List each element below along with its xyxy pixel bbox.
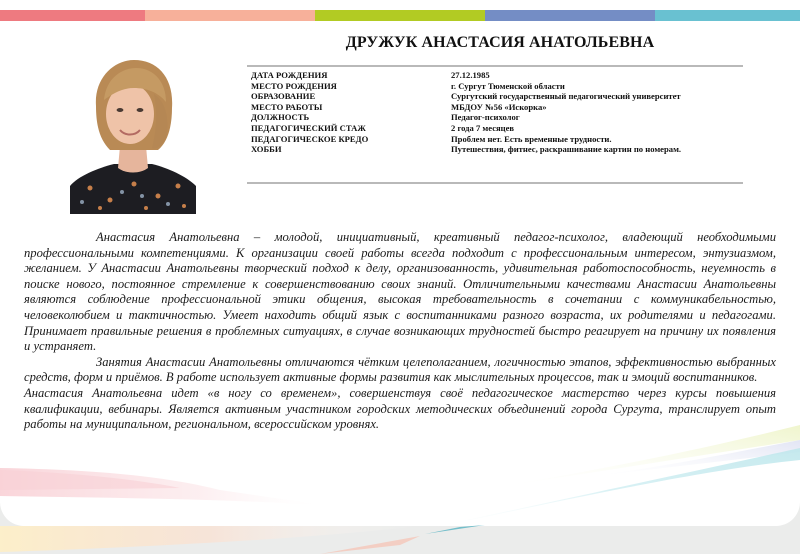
info-label: ПЕДАГОГИЧЕСКОЕ КРЕДО bbox=[251, 133, 369, 144]
info-value: Проблем нет. Есть временные трудности. bbox=[451, 133, 612, 144]
info-row-position bbox=[247, 112, 743, 123]
header-color-bar bbox=[0, 10, 800, 21]
info-label: ПЕДАГОГИЧЕСКИЙ СТАЖ bbox=[251, 122, 366, 133]
info-label: ХОББИ bbox=[251, 144, 282, 155]
color-bar-segment-cyan bbox=[655, 10, 800, 21]
info-label: МЕСТО РАБОТЫ bbox=[251, 101, 323, 112]
info-value: МБДОУ №56 «Искорка» bbox=[451, 101, 547, 112]
info-label: МЕСТО РОЖДЕНИЯ bbox=[251, 80, 337, 91]
info-row-credo bbox=[247, 134, 743, 145]
info-value: Сургутский государственный педагогический университет bbox=[451, 91, 681, 102]
portrait-photo bbox=[70, 54, 196, 214]
info-value: Педагог-психолог bbox=[451, 112, 520, 123]
portrait-illustration bbox=[70, 54, 196, 214]
color-bar-segment-blue bbox=[485, 10, 655, 21]
bio-paragraph: Анастасия Анатольевна идет «в ногу со временем», совершенствуя своё педагогическое мастерство через курсы повышения квалификации, вебинары. Является активным участником городских методических объединений города Сургута, транслирует опыт работы на муниципальном, региональном, всероссийском уровнях. bbox=[24, 385, 776, 432]
info-label: ОБРАЗОВАНИЕ bbox=[251, 91, 316, 102]
color-bar-segment-lime bbox=[315, 10, 485, 21]
bio-paragraph: Занятия Анастасии Анатольевны отличаются чётким целеполаганием, логичностью этапов, эффективностью выбранных средств, форм и приёмов. В работе использует активные формы развития как мыслительных процессов, так и эмоций воспитанников. bbox=[24, 354, 776, 385]
bio-paragraph: Анастасия Анатольевна – молодой, инициативный, креативный педагог-психолог, владеющий необходимыми профессиональными компетенциями. К организации своей работы всегда подходит с профессиональным интересом, энтузиазмом, желанием. У Анастасии Анатольевны творческий подход к делу, организованность, удивительная работоспособность, неуемность в поиске нового, постоянное стремление к совершенствованию своих знаний. Отличительными качествами Анастасии Анатольевны являются соблюдение профессиональной этики общения, высокая требовательность в сочетании с коммуникабельностью, человеколюбием и тактичностью. Умеет находить общий язык с воспитанниками разного возраста, их родителями и педагогами. Принимает правильные решения в проблемных ситуациях, в случае возникающих трудностей быстро реагирует на причину их появления и устраняет. bbox=[24, 230, 776, 354]
info-row-birth-place bbox=[247, 81, 743, 92]
info-label: ДОЛЖНОСТЬ bbox=[251, 112, 310, 123]
info-label: ДАТА РОЖДЕНИЯ bbox=[251, 70, 328, 80]
info-row-birth-date bbox=[247, 70, 743, 81]
info-row-workplace bbox=[247, 102, 743, 113]
info-row-education bbox=[247, 91, 743, 102]
color-bar-segment-pink bbox=[0, 10, 145, 21]
info-row-experience bbox=[247, 123, 743, 134]
person-name: ДРУЖУК АНАСТАСИЯ АНАТОЛЬЕВНА bbox=[345, 34, 655, 51]
color-bar-segment-salmon bbox=[145, 10, 315, 21]
info-value: Путешествия, фитнес, раскрашивание картин по номерам. bbox=[451, 144, 682, 155]
info-value: г. Сургут Тюменской области bbox=[451, 80, 565, 91]
info-value: 27.12.1985 bbox=[451, 70, 490, 80]
info-value: 2 года 7 месяцев bbox=[451, 122, 515, 133]
info-row-hobby bbox=[247, 144, 743, 155]
profile-info-table bbox=[247, 65, 743, 184]
biography-text bbox=[24, 230, 776, 433]
